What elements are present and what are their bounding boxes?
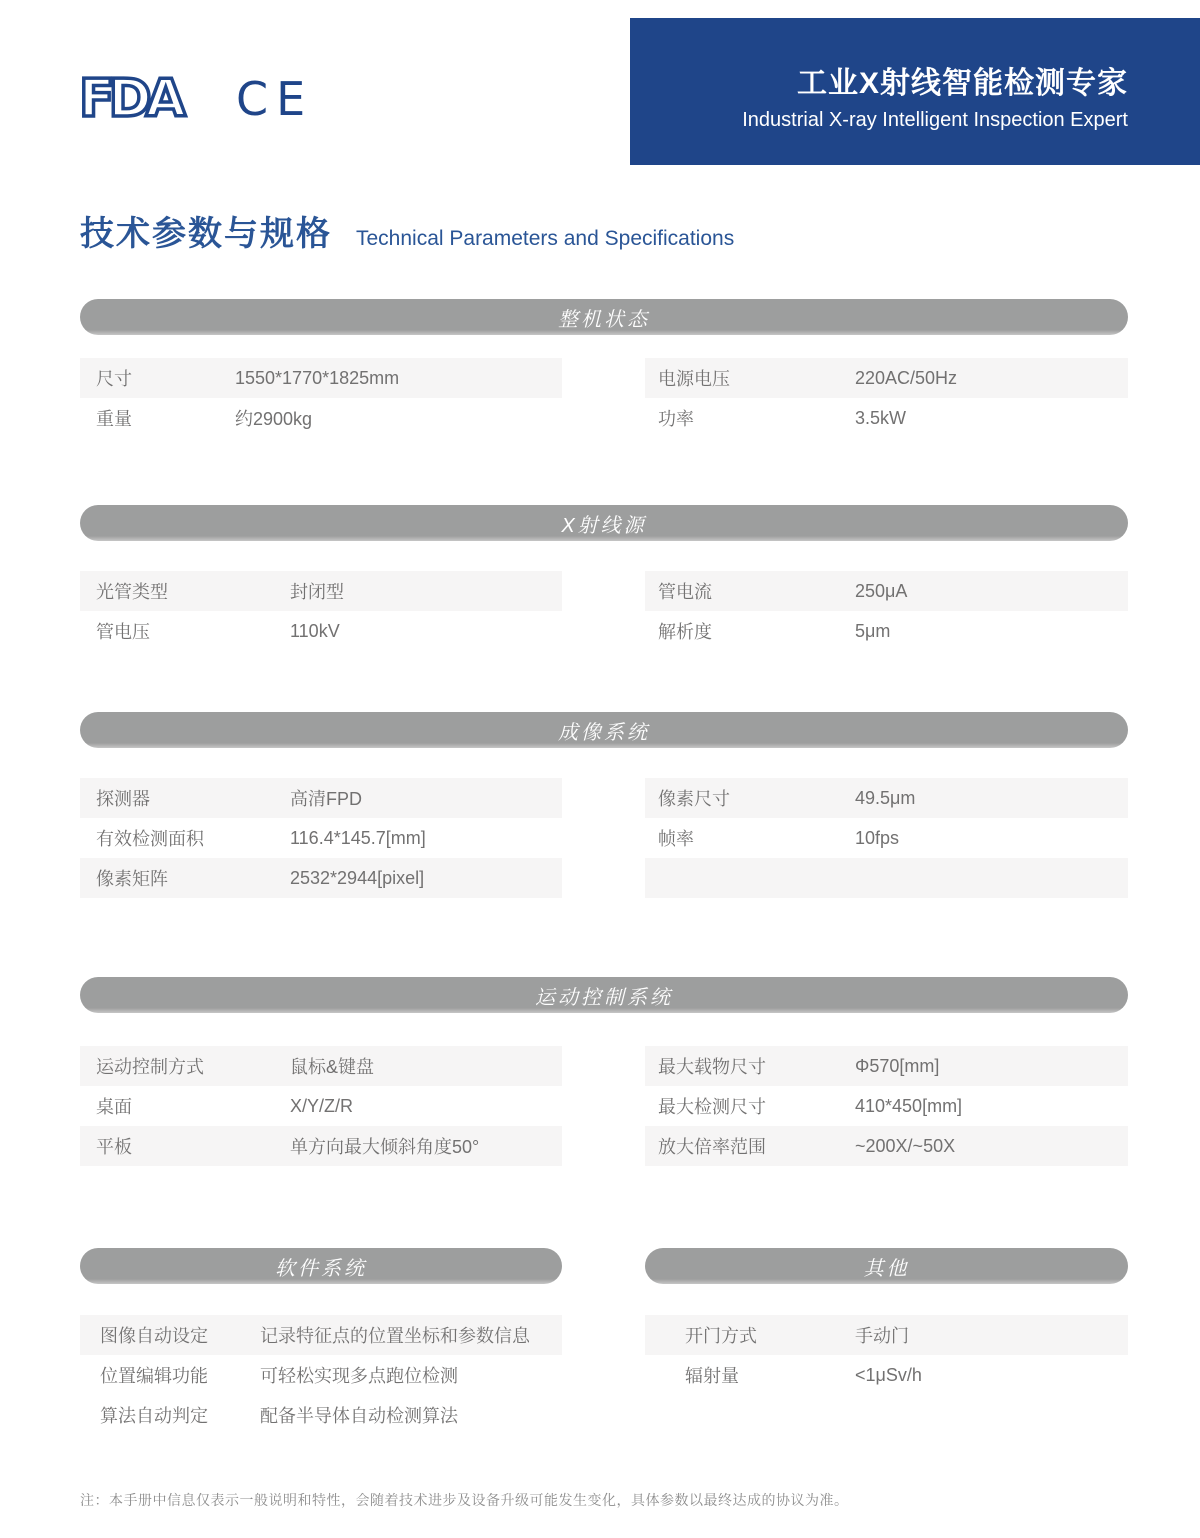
spec-row xyxy=(645,358,1128,398)
spec-row xyxy=(80,358,562,398)
spec-value: <1μSv/h xyxy=(855,1364,922,1385)
section-header-software xyxy=(80,1248,562,1284)
spec-row xyxy=(645,818,1128,858)
spec-table-left xyxy=(80,1046,562,1166)
spec-value: 116.4*145.7[mm] xyxy=(290,827,426,848)
spec-row xyxy=(645,1086,1128,1126)
spec-label: 最大载物尺寸 xyxy=(658,1057,766,1077)
spec-label: 光管类型 xyxy=(96,582,168,602)
section-imaging-system xyxy=(80,712,1128,898)
spec-label: 管电流 xyxy=(658,582,712,602)
spec-value: 49.5μm xyxy=(855,787,916,808)
spec-label: 探测器 xyxy=(96,789,150,809)
section-title: 成像系统 xyxy=(558,721,650,744)
section-other xyxy=(645,1248,1128,1395)
page-subtitle: Technical Parameters and Specifications xyxy=(356,227,735,250)
spec-row-empty xyxy=(645,858,1128,898)
spec-label: 平板 xyxy=(96,1137,132,1157)
section-title: 运动控制系统 xyxy=(535,986,673,1009)
spec-row xyxy=(645,1126,1128,1166)
spec-table-right xyxy=(645,358,1128,438)
spec-row xyxy=(80,858,562,898)
spec-label: 尺寸 xyxy=(96,369,132,389)
page-title: 技术参数与规格 xyxy=(80,215,332,253)
svg-text:FDA: FDA xyxy=(79,70,180,126)
spec-row xyxy=(645,1046,1128,1086)
spec-row xyxy=(645,1355,1128,1395)
section-header-machine-status xyxy=(80,299,1128,335)
spec-value: 封闭型 xyxy=(290,582,344,602)
section-title: 整机状态 xyxy=(558,308,650,331)
spec-value: 可轻松实现多点跑位检测 xyxy=(260,1366,458,1386)
spec-value: 250μA xyxy=(855,580,908,601)
spec-value: ~200X/~50X xyxy=(855,1135,956,1156)
spec-label: 图像自动设定 xyxy=(100,1326,208,1346)
spec-label: 像素矩阵 xyxy=(96,869,168,889)
spec-label: 算法自动判定 xyxy=(100,1406,208,1426)
spec-row xyxy=(80,1086,562,1126)
section-software xyxy=(80,1248,562,1435)
footer-disclaimer: 注：本手册中信息仅表示一般说明和特性，会随着技术进步及设备升级可能发生变化，具体参数以最终达成的协议为准。 xyxy=(80,1492,849,1508)
spec-value: 手动门 xyxy=(855,1326,909,1346)
spec-row xyxy=(645,571,1128,611)
section-title: 其他 xyxy=(863,1257,910,1280)
spec-label: 管电压 xyxy=(96,622,150,642)
spec-label: 像素尺寸 xyxy=(658,789,730,809)
certification-logos xyxy=(78,70,314,131)
section-title: X射线源 xyxy=(561,514,647,537)
spec-value: 单方向最大倾斜角度50° xyxy=(290,1137,480,1157)
spec-table-left xyxy=(80,571,562,651)
spec-label: 解析度 xyxy=(658,622,712,642)
spec-label: 开门方式 xyxy=(685,1326,757,1346)
spec-row xyxy=(645,1315,1128,1355)
spec-label: 电源电压 xyxy=(658,369,730,389)
spec-row xyxy=(80,1395,562,1435)
svg-text:CE: CE xyxy=(236,73,314,123)
spec-value: 5μm xyxy=(855,620,891,641)
spec-row xyxy=(80,1315,562,1355)
spec-value: 记录特征点的位置坐标和参数信息 xyxy=(260,1326,530,1346)
fda-logo-icon xyxy=(78,70,198,131)
spec-table-left xyxy=(80,778,562,898)
spec-value: 1550*1770*1825mm xyxy=(235,367,400,388)
spec-row xyxy=(645,778,1128,818)
section-software-and-other xyxy=(80,1248,1128,1448)
spec-value: 220AC/50Hz xyxy=(855,367,958,388)
spec-value: 10fps xyxy=(855,827,900,848)
spec-row xyxy=(80,818,562,858)
spec-label: 桌面 xyxy=(96,1097,132,1117)
spec-value: 110kV xyxy=(290,620,340,641)
section-header-motion-control xyxy=(80,977,1128,1013)
spec-value: 配备半导体自动检测算法 xyxy=(260,1406,458,1426)
spec-row xyxy=(80,1355,562,1395)
spec-label: 运动控制方式 xyxy=(96,1057,204,1077)
spec-value: Φ570[mm] xyxy=(855,1055,940,1076)
spec-label: 重量 xyxy=(96,409,132,429)
spec-table-right xyxy=(645,571,1128,651)
spec-label: 放大倍率范围 xyxy=(658,1137,766,1157)
section-machine-status xyxy=(80,299,1128,438)
spec-row xyxy=(80,778,562,818)
spec-row xyxy=(80,1046,562,1086)
spec-table-left xyxy=(80,358,562,438)
section-header-xray-source xyxy=(80,505,1128,541)
section-xray-source xyxy=(80,505,1128,651)
ce-mark-icon xyxy=(236,73,314,128)
section-header-other xyxy=(645,1248,1128,1284)
spec-value: 410*450[mm] xyxy=(855,1095,963,1116)
spec-row xyxy=(645,611,1128,651)
spec-value: 鼠标&键盘 xyxy=(290,1057,375,1077)
spec-label: 最大检测尺寸 xyxy=(658,1097,766,1117)
spec-row xyxy=(80,1126,562,1166)
spec-label: 帧率 xyxy=(658,829,694,849)
spec-label: 功率 xyxy=(658,409,694,429)
section-motion-control xyxy=(80,977,1128,1166)
section-header-imaging-system xyxy=(80,712,1128,748)
header-banner xyxy=(630,18,1200,165)
spec-value: 高清FPD xyxy=(290,789,362,809)
spec-value: 2532*2944[pixel] xyxy=(290,867,425,888)
spec-row xyxy=(80,611,562,651)
page-title-row xyxy=(80,206,734,255)
spec-row xyxy=(80,571,562,611)
spec-table-right xyxy=(645,778,1128,898)
spec-row xyxy=(80,398,562,438)
spec-value: 3.5kW xyxy=(855,407,907,428)
spec-table-right xyxy=(645,1046,1128,1166)
spec-label: 有效检测面积 xyxy=(96,829,204,849)
spec-row xyxy=(645,398,1128,438)
spec-label: 辐射量 xyxy=(685,1366,739,1386)
spec-table-left xyxy=(80,1315,562,1435)
banner-title-zh: 工业X射线智能检测专家 xyxy=(796,66,1128,100)
spec-value: 约2900kg xyxy=(235,409,313,429)
spec-table-right xyxy=(645,1315,1128,1395)
section-title: 软件系统 xyxy=(275,1257,367,1280)
banner-title-en: Industrial X-ray Intelligent Inspection Expert xyxy=(742,108,1128,131)
spec-label: 位置编辑功能 xyxy=(100,1366,208,1386)
spec-value: X/Y/Z/R xyxy=(290,1095,354,1116)
